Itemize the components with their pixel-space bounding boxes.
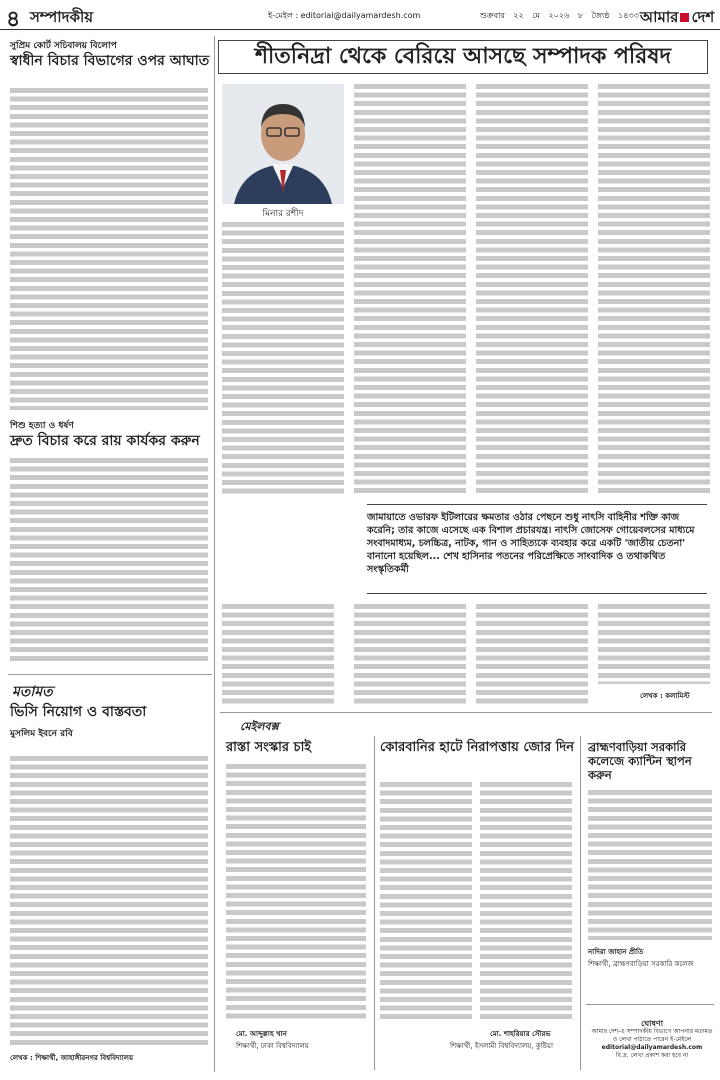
masthead-email[interactable]: ই-মেইল : editorial@dailyamardesh.com — [268, 11, 421, 20]
main-body-col-8 — [598, 604, 710, 684]
opinion — [10, 704, 210, 741]
footer-notice — [590, 1020, 714, 1060]
opinion-headline[interactable]: ভিসি নিয়োগ ও বাস্তবতা — [10, 704, 147, 720]
main-body-col-4 — [598, 84, 710, 496]
editorial-2-body — [10, 458, 208, 664]
main-body-col-7 — [476, 604, 588, 704]
footer-email[interactable]: editorial@dailyamardesh.com — [601, 1044, 703, 1051]
pull-quote: জামায়াতে ওভারফ ইটিলারের ক্ষমতার ওঠার পেছনে শুধু নাৎসি বাহিনীর শক্তি কাজ করেনি; তার কাজে এসেছে এক বিশাল প্রচারযন্ত্র। নাৎসি জোসেফ গোয়েবলসের মাধ্যমে সংবাদমাধ্যম, চলচ্চিত্র, নাটক, গান ও সাহিত্যকে ব্যবহার করে একটি 'জাতীয় চেতনা' বানানো হয়েছিল... শেখ হাসিনার পতনের পরিপ্রেক্ষিতে সাংবাদিক ও তথাকথিত সংস্কৃতিকর্মী — [367, 504, 707, 594]
letter-2-author: মো. শাহরিয়ার সৌরভ — [490, 1030, 551, 1038]
opinion-author-note: লেখক : শিক্ষার্থী, জাহাঙ্গীরনগর বিশ্ববিদ্যালয় — [10, 1054, 134, 1062]
masthead — [0, 0, 720, 30]
column-divider — [214, 36, 215, 1072]
main-body-col-6 — [354, 604, 466, 704]
footer-line: আমার দেশ-এ সম্পাদকীয় বিভাগে আপনার মতামত ও লেখা পাঠাতে পারেন ই-মেইলে — [591, 1028, 713, 1043]
letters-label: মেইলবক্স — [240, 720, 279, 733]
opinion-label: মতামত — [12, 684, 53, 700]
editorial-1-kicker: সুপ্রিম কোর্ট সচিবালয় বিলোপ — [10, 41, 117, 51]
letter-2-headline[interactable]: কোরবানির হাটে নিরাপত্তায় জোর দিন — [380, 740, 575, 755]
main-body-col-1 — [222, 222, 344, 496]
editorial-1 — [10, 38, 210, 69]
letter-2-author-note: শিক্ষার্থী, ইসলামী বিশ্ববিদ্যালয়, কুষ্টিয়া — [450, 1042, 554, 1050]
letter-3 — [588, 740, 714, 782]
main-body-col-5 — [222, 604, 334, 704]
editorial-1-headline[interactable]: স্বাধীন বিচার বিভাগের ওপর আঘাত — [10, 53, 210, 69]
author-name: মিনার রশীদ — [262, 209, 304, 219]
editorial-2-kicker: শিশু হত্যা ও ধর্ষণ — [10, 421, 74, 431]
letter-1-author: মো. আব্দুল্লাহ খান — [236, 1030, 287, 1038]
main-headline[interactable]: শীতনিদ্রা থেকে বেরিয়ে আসছে সম্পাদক পরিষদ — [218, 40, 708, 74]
logo-left: আমার — [640, 8, 679, 26]
main-body-col-3 — [476, 84, 588, 496]
divider — [8, 674, 212, 675]
logo-right: দেশ — [691, 8, 715, 26]
editorial-1-body — [10, 88, 208, 410]
letter-1-headline[interactable]: রাস্তা সংস্কার চাই — [226, 740, 312, 755]
letter-1-author-note: শিক্ষার্থী, ঢাকা বিশ্ববিদ্যালয় — [236, 1042, 309, 1050]
footer-note: বি.দ্র. লেখা প্রকাশ করা হবে না — [615, 1052, 689, 1059]
footer-title: ঘোষণা — [640, 1019, 664, 1028]
opinion-author: মুসলিম ইবনে রবি — [10, 729, 73, 739]
masthead-date: শুক্রবার ২২ মে ২০২৬ ৮ জ্যৈষ্ঠ ১৪৩৩ — [480, 11, 639, 20]
editorial-2-headline[interactable]: দ্রুত বিচার করে রায় কার্যকর করুন — [10, 433, 200, 449]
section-title: সম্পাদকীয় — [30, 8, 94, 26]
letter-3-author-note: শিক্ষার্থী, ব্রাহ্মণবাড়িয়া সরকারি কলেজ — [588, 960, 694, 968]
letter-3-headline[interactable]: ব্রাহ্মণবাড়িয়া সরকারি কলেজে ক্যান্টিন স্থাপন করুন — [588, 740, 692, 782]
letter-1 — [226, 740, 370, 756]
letter-1-body — [226, 764, 366, 1020]
letter-2 — [380, 740, 576, 756]
page-number: ৪ — [6, 6, 21, 32]
logo-square-icon — [680, 13, 689, 22]
newspaper-logo[interactable] — [640, 6, 714, 31]
divider — [220, 712, 712, 713]
author-photo — [222, 84, 344, 204]
column-divider — [580, 736, 581, 1070]
divider — [586, 1004, 714, 1005]
main-author-note: লেখক : কলামিস্ট — [640, 692, 690, 700]
opinion-body — [10, 756, 208, 1046]
letter-3-author: নাদিরা জাহান প্রীতি — [588, 948, 644, 956]
main-body-col-2 — [354, 84, 466, 496]
letter-2-body-b — [480, 782, 572, 1020]
letter-2-body-a — [380, 782, 472, 1020]
editorial-2 — [10, 418, 210, 449]
letter-3-body — [588, 790, 712, 940]
column-divider — [374, 736, 375, 1070]
